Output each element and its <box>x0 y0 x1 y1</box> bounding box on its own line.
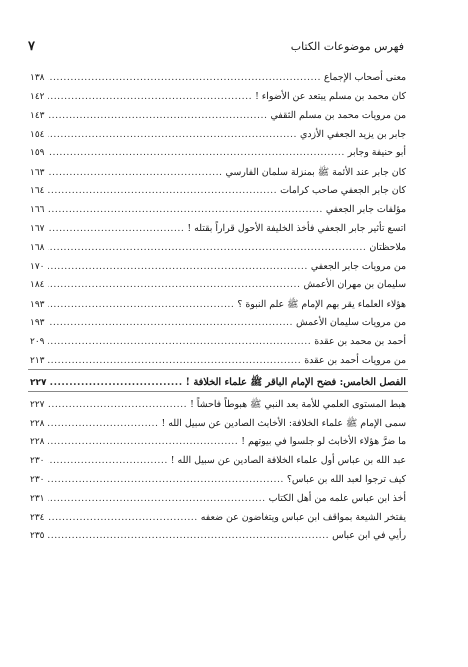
dot-leader <box>48 299 235 310</box>
toc-entry-page-number: ١٥٩ <box>30 148 45 159</box>
toc-entry-title: من مرويات جابر الجعفي <box>310 260 406 272</box>
toc-entry[interactable] <box>30 147 406 163</box>
toc-entry-title: هبط المستوى العلمي للأمة بعد النبي ﷺ هبوطاً فاحشاً ! <box>190 399 406 411</box>
toc-entry-title: من مرويات محمد بن مسلم الثقفي <box>270 109 406 121</box>
dot-leader <box>48 355 302 366</box>
dot-leader <box>48 530 330 541</box>
toc-entry-page-number: ١٦٤ <box>30 186 45 197</box>
toc-entry-page-number: ٢٢٨ <box>30 419 45 430</box>
toc-entry-title: اتسع تأثير جابر الجعفي فأخذ الخليفة الأحول قراراً بقتله ! <box>187 222 406 234</box>
toc-entry[interactable] <box>30 512 406 528</box>
toc-entry[interactable] <box>30 298 406 314</box>
toc-entry-page-number: ٢٠٩ <box>30 336 45 347</box>
toc-entry[interactable] <box>30 279 406 295</box>
toc-entry-page-number: ١٦٨ <box>30 242 45 253</box>
toc-entry-title: من مرويات سليمان الأعمش <box>296 317 406 329</box>
toc-entry[interactable] <box>30 91 406 107</box>
dot-leader <box>48 455 168 466</box>
toc-entry-page-number: ٢٣٠ <box>30 474 45 485</box>
toc-entry-title: أحمد بن محمد بن عقدة <box>314 335 406 347</box>
toc-entry[interactable] <box>30 204 406 220</box>
dot-leader <box>48 167 223 178</box>
toc-entry-title: كان محمد بن مسلم يبتعد عن الأضواء ! <box>255 90 406 102</box>
dot-leader <box>48 261 308 272</box>
toc-entry-title: سليمان بن مهران الأعمش <box>303 279 406 291</box>
toc-entry[interactable] <box>30 223 406 239</box>
toc-entry-page-number: ١٤٣ <box>30 110 45 121</box>
dot-leader <box>48 72 321 83</box>
dot-leader <box>48 185 278 196</box>
toc-entry-title: أخذ ابن عباس علمه من أهل الكتاب <box>268 492 406 504</box>
toc-entry-page-number: ١٨٤ <box>30 280 45 291</box>
dot-leader <box>48 399 188 410</box>
toc-entry-page-number: ٢٢٧ <box>30 377 47 388</box>
toc-entry-title: سمى الإمام ﷺ علماء الخلافة: الأخابث الصادين عن سبيل الله ! <box>161 418 406 430</box>
dot-leader <box>48 493 266 504</box>
toc-entry-title: ما ضرَّ هؤلاء الأخابث لو جلسوا في بيوتهم ! <box>241 436 406 448</box>
dot-leader <box>48 147 345 158</box>
dot-leader <box>48 474 284 485</box>
dot-leader <box>48 512 198 523</box>
toc-entry[interactable] <box>30 474 406 490</box>
toc-entry-page-number: ٢٢٨ <box>30 437 45 448</box>
toc-entry[interactable] <box>30 72 406 88</box>
toc-entry[interactable] <box>30 129 406 145</box>
section-divider <box>28 369 408 370</box>
toc-entry-page-number: ١٣٨ <box>30 73 45 83</box>
toc-entry-page-number: ١٤٢ <box>30 91 45 102</box>
toc-entry[interactable] <box>30 398 406 414</box>
toc-entry[interactable] <box>30 317 406 333</box>
dot-leader <box>48 204 323 215</box>
toc-entry-page-number: ١٧٠ <box>30 261 45 272</box>
toc-entry[interactable] <box>30 185 406 201</box>
toc-entry-page-number: ١٦٣ <box>30 168 45 179</box>
toc-entry-page-number: ١٦٦ <box>30 204 45 215</box>
toc-entry-title: معنى أصحاب الإجماع <box>323 72 406 83</box>
toc-entry[interactable] <box>30 242 406 258</box>
dot-leader <box>48 110 268 121</box>
dot-leader <box>48 223 185 234</box>
toc-entry[interactable] <box>30 530 406 546</box>
toc-entry[interactable] <box>30 110 406 126</box>
toc-entry-page-number: ١٩٣ <box>30 300 45 311</box>
toc-entry-page-number: ٢٢٧ <box>30 400 45 411</box>
section-divider <box>28 391 408 392</box>
header-title: فهرس موضوعات الكتاب <box>290 40 404 53</box>
dot-leader <box>48 436 239 447</box>
toc-entry[interactable] <box>30 455 406 471</box>
toc-entry-page-number: ١٩٣ <box>30 318 45 329</box>
toc-entry-page-number: ٢١٣ <box>30 355 45 366</box>
toc-entry-title: أبو حنيفة وجابر <box>347 147 406 159</box>
dot-leader <box>48 336 312 347</box>
dot-leader <box>49 377 182 388</box>
dot-leader <box>48 129 297 140</box>
toc-entry-title: من مرويات أحمد بن عقدة <box>304 354 406 366</box>
toc-entry-title: الفصل الخامس: فضح الإمام الباقر ﷺ علماء الخلافة ! <box>185 376 406 388</box>
dot-leader <box>48 418 159 429</box>
toc-entry-page-number: ٢٣٥ <box>30 531 45 542</box>
toc-entry[interactable] <box>30 166 406 182</box>
dot-leader <box>48 279 301 290</box>
dot-leader <box>48 91 253 102</box>
toc-entry-title: مؤلفات جابر الجعفي <box>325 203 406 215</box>
toc-entry[interactable] <box>30 261 406 277</box>
toc-entry-page-number: ٢٣٤ <box>30 512 45 523</box>
toc-entry-title: جابر بن يزيد الجعفي الأزدي <box>300 128 406 140</box>
toc-entry-page-number: ١٦٧ <box>30 223 45 234</box>
toc-entry-title: هؤلاء العلماء يقر بهم الإمام ﷺ علم النبوة ؟ <box>237 299 406 311</box>
toc-entry-title: كان جابر الجعفي صاحب كرامات <box>280 185 406 197</box>
toc-entry-title: يفتخر الشيعة بمواقف ابن عباس ويتغاضون عن ضعفه <box>200 511 406 523</box>
toc-entry-page-number: ٢٣١ <box>30 493 45 504</box>
toc-entry[interactable] <box>30 336 406 352</box>
dot-leader <box>48 242 367 253</box>
toc-entry-title: كان جابر عند الأئمة ﷺ بمنزلة سلمان الفارسي <box>225 167 406 179</box>
toc-entry-page-number: ٢٣٠ <box>30 456 45 466</box>
toc-chapter-entry[interactable] <box>30 376 406 392</box>
toc-entry[interactable] <box>30 417 406 433</box>
toc-entry-title: رأيي في ابن عباس <box>332 530 406 542</box>
toc-entry-page-number: ١٥٤ <box>30 129 45 140</box>
dot-leader <box>48 317 294 328</box>
toc-entry-title: عبد الله بن عباس أول علماء الخلافة الصادين عن سبيل الله ! <box>170 455 406 466</box>
toc-entry[interactable] <box>30 436 406 452</box>
toc-entry-title: ملاحظتان <box>369 241 406 253</box>
toc-entry-title: كيف ترجوا لعبد الله بن عباس؟ <box>286 473 406 485</box>
header-page-number: ٧ <box>28 39 35 54</box>
toc-entry[interactable] <box>30 493 406 509</box>
